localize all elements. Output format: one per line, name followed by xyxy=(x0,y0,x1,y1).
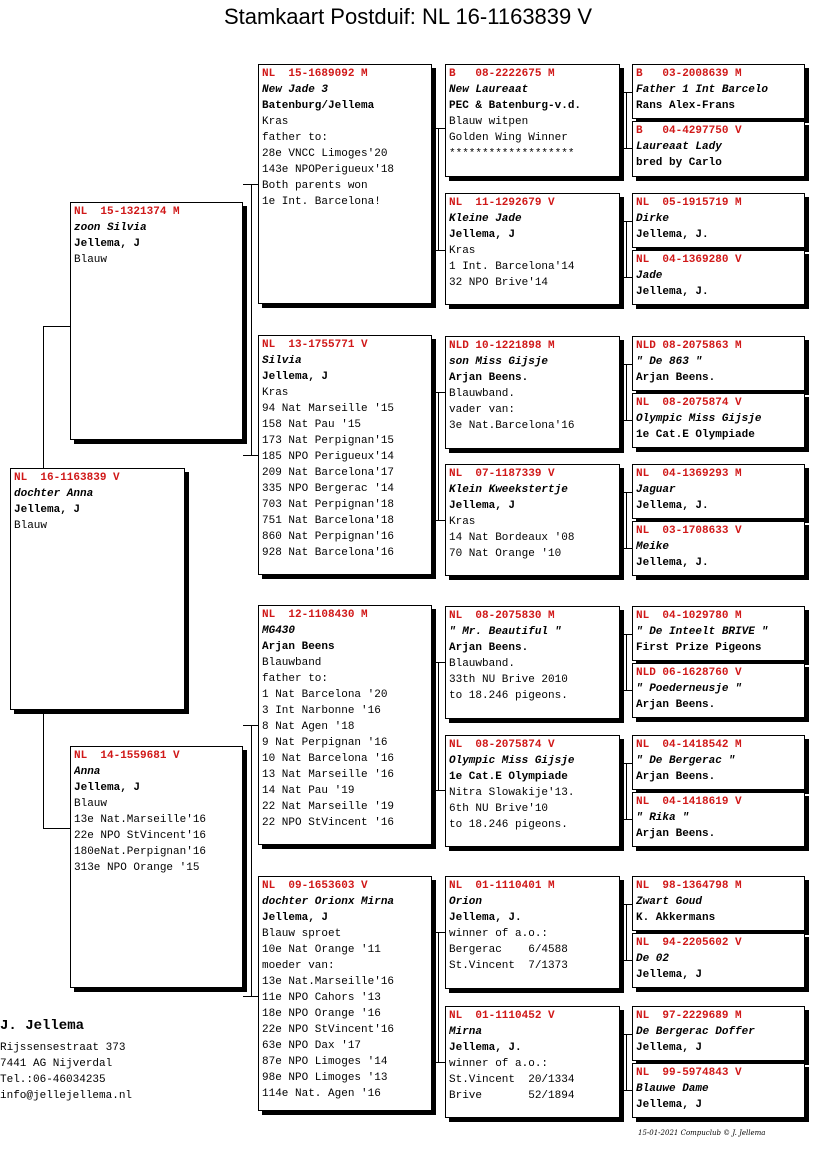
pigeon-card xyxy=(632,250,805,305)
pigeon-owner: 1e Cat.E Olympiade xyxy=(636,429,755,441)
pigeon-detail: 13e Nat.Marseille'16 xyxy=(262,976,395,988)
connector-line xyxy=(251,184,252,455)
connector-line xyxy=(251,725,252,996)
pigeon-detail: Blauw xyxy=(14,520,48,532)
ring-number: NL 05-1915719 M xyxy=(636,197,742,209)
pigeon-owner: Jellema, J xyxy=(262,912,329,924)
ring-number: NL 03-1708633 V xyxy=(636,525,742,537)
ring-number: NL 07-1187339 V xyxy=(449,468,555,480)
pigeon-name: " Mr. Beautiful " xyxy=(449,626,562,638)
ring-number: NL 04-1418542 M xyxy=(636,739,742,751)
pigeon-detail: 8 Nat Agen '18 xyxy=(262,721,355,733)
pigeon-detail: to 18.246 pigeons. xyxy=(449,819,568,831)
connector-line xyxy=(620,548,632,549)
pigeon-owner: 1e Cat.E Olympiade xyxy=(449,771,568,783)
pigeon-detail: 928 Nat Barcelona'16 xyxy=(262,547,395,559)
ring-number: NL 13-1755771 V xyxy=(262,339,368,351)
pigeon-detail: 1 Nat Barcelona '20 xyxy=(262,689,388,701)
pigeon-card xyxy=(445,606,620,719)
ring-number: B 03-2008639 M xyxy=(636,68,742,80)
pigeon-owner: Arjan Beens xyxy=(262,641,335,653)
page-title: Stamkaart Postduif: NL 16-1163839 V xyxy=(223,4,593,29)
pigeon-owner: Jellema, J xyxy=(262,371,329,383)
ring-number: NL 01-1110452 V xyxy=(449,1010,555,1022)
connector-line xyxy=(620,690,632,691)
pigeon-card xyxy=(70,746,243,988)
pigeon-card xyxy=(445,64,620,177)
ring-number: NLD 10-1221898 M xyxy=(449,340,555,352)
pigeon-detail: Blauwband. xyxy=(449,658,516,670)
pigeon-detail: 209 Nat Barcelona'17 xyxy=(262,467,395,479)
pigeon-name: Olympic Miss Gijsje xyxy=(636,413,762,425)
pigeon-detail: 94 Nat Marseille '15 xyxy=(262,403,395,415)
pigeon-detail: Blauw xyxy=(74,254,108,266)
ring-number: NL 12-1108430 M xyxy=(262,609,368,621)
connector-line xyxy=(620,148,632,149)
pigeon-name: " Poederneusje " xyxy=(636,683,742,695)
pigeon-owner: Rans Alex-Frans xyxy=(636,100,736,112)
pigeon-detail: 22 NPO StVincent '16 xyxy=(262,817,395,829)
pigeon-detail: 860 Nat Perpignan'16 xyxy=(262,531,395,543)
connector-line xyxy=(432,1062,445,1063)
pigeon-detail: father to: xyxy=(262,132,329,144)
connector-line xyxy=(43,710,44,828)
pigeon-owner: Arjan Beens. xyxy=(636,828,716,840)
connector-line xyxy=(43,326,70,327)
pigeon-name: Kleine Jade xyxy=(449,213,522,225)
pigeon-owner: Jellema, J xyxy=(449,500,516,512)
pigeon-card xyxy=(632,336,805,391)
pigeon-detail: Kras xyxy=(262,116,289,128)
ring-number: B 08-2222675 M xyxy=(449,68,555,80)
pigeon-detail: ******************* xyxy=(449,148,575,160)
ring-number: NL 15-1689092 M xyxy=(262,68,368,80)
pigeon-detail: 70 Nat Orange '10 xyxy=(449,548,562,560)
pigeon-detail: 22 Nat Marseille '19 xyxy=(262,801,395,813)
pigeon-detail: 180eNat.Perpignan'16 xyxy=(74,846,207,858)
connector-line xyxy=(432,520,445,521)
pigeon-detail: 9 Nat Perpignan '16 xyxy=(262,737,388,749)
pigeon-owner: Jellema, J. xyxy=(636,286,709,298)
pigeon-card xyxy=(10,468,185,710)
breeder-name: J. Jellema xyxy=(0,1018,85,1034)
pigeon-detail: Golden Wing Winner xyxy=(449,132,568,144)
pigeon-name: De Bergerac Doffer xyxy=(636,1026,755,1038)
connector-line xyxy=(626,763,627,819)
pigeon-owner: Arjan Beens. xyxy=(449,372,529,384)
pigeon-detail: Blauwband. xyxy=(449,388,516,400)
pigeon-detail: 703 Nat Perpignan'18 xyxy=(262,499,395,511)
pigeon-detail: 13 Nat Marseille '16 xyxy=(262,769,395,781)
pigeon-name: Laureaat Lady xyxy=(636,141,722,153)
pigeon-card xyxy=(445,735,620,847)
pigeon-card xyxy=(632,735,805,790)
pigeon-owner: Jellema, J xyxy=(636,969,703,981)
pigeon-card xyxy=(632,933,805,988)
pigeon-owner: Jellema, J. xyxy=(636,557,709,569)
pigeon-detail: 143e NPOPerigueux'18 xyxy=(262,164,395,176)
pigeon-name: Father 1 Int Barcelo xyxy=(636,84,769,96)
pigeon-detail: 335 NPO Bergerac '14 xyxy=(262,483,395,495)
pigeon-card xyxy=(632,663,805,718)
pigeon-card xyxy=(632,64,805,119)
connector-line xyxy=(432,250,445,251)
pigeon-detail: 33th NU Brive 2010 xyxy=(449,674,568,686)
pigeon-card xyxy=(632,792,805,847)
connector-line xyxy=(243,455,258,456)
pigeon-detail: 10e Nat Orange '11 xyxy=(262,944,381,956)
pigeon-name: " De Inteelt BRIVE " xyxy=(636,626,769,638)
breeder-city: 7441 AG Nijverdal xyxy=(0,1058,113,1070)
pigeon-detail: St.Vincent 20/1334 xyxy=(449,1074,575,1086)
ring-number: NL 04-1369293 M xyxy=(636,468,742,480)
pigeon-card xyxy=(258,876,432,1111)
connector-line xyxy=(626,904,627,960)
ring-number: NL 08-2075874 V xyxy=(449,739,555,751)
pigeon-name: Meike xyxy=(636,541,670,553)
pigeon-detail: 3 Int Narbonne '16 xyxy=(262,705,381,717)
pigeon-name: " De Bergerac " xyxy=(636,755,736,767)
pigeon-name: Jade xyxy=(636,270,663,282)
pigeon-detail: 1 Int. Barcelona'14 xyxy=(449,261,575,273)
ring-number: NL 04-1029780 M xyxy=(636,610,742,622)
breeder-address: Rijssensestraat 373 xyxy=(0,1042,126,1054)
breeder-info xyxy=(0,1018,132,1104)
pigeon-detail: St.Vincent 7/1373 xyxy=(449,960,568,972)
pigeon-detail: Kras xyxy=(449,245,476,257)
pigeon-name: New Laureaat xyxy=(449,84,529,96)
ring-number: NLD 06-1628760 V xyxy=(636,667,742,679)
pigeon-card xyxy=(632,876,805,931)
pigeon-detail: 6th NU Brive'10 xyxy=(449,803,549,815)
pigeon-detail: 14 Nat Pau '19 xyxy=(262,785,355,797)
pigeon-owner: Jellema, J. xyxy=(449,912,522,924)
connector-line xyxy=(438,932,439,1062)
ring-number: NLD 08-2075863 M xyxy=(636,340,742,352)
pigeon-owner: Arjan Beens. xyxy=(449,642,529,654)
pigeon-detail: winner of a.o.: xyxy=(449,1058,549,1070)
connector-line xyxy=(620,960,632,961)
connector-line xyxy=(620,420,632,421)
pigeon-name: dochter Orionx Mirna xyxy=(262,896,395,908)
pigeon-name: " Rika " xyxy=(636,812,689,824)
ring-number: NL 08-2075874 V xyxy=(636,397,742,409)
pigeon-detail: 158 Nat Pau '15 xyxy=(262,419,362,431)
pigeon-name: " De 863 " xyxy=(636,356,703,368)
connector-line xyxy=(620,1090,632,1091)
pigeon-detail: 173 Nat Perpignan'15 xyxy=(262,435,395,447)
pigeon-detail: father to: xyxy=(262,673,329,685)
connector-line xyxy=(626,364,627,420)
pigeon-name: son Miss Gijsje xyxy=(449,356,549,368)
pigeon-detail: 98e NPO Limoges '13 xyxy=(262,1072,388,1084)
pigeon-detail: Kras xyxy=(449,516,476,528)
connector-line xyxy=(620,819,632,820)
connector-line xyxy=(43,828,70,829)
pigeon-owner: PEC & Batenburg-v.d. xyxy=(449,100,582,112)
pigeon-card xyxy=(258,64,432,304)
pigeon-detail: 14 Nat Bordeaux '08 xyxy=(449,532,575,544)
ring-number: NL 11-1292679 V xyxy=(449,197,555,209)
ring-number: NL 97-2229689 M xyxy=(636,1010,742,1022)
pigeon-card xyxy=(445,193,620,305)
pigeon-card xyxy=(632,464,805,519)
ring-number: NL 01-1110401 M xyxy=(449,880,555,892)
ring-number: NL 98-1364798 M xyxy=(636,880,742,892)
pigeon-card xyxy=(70,202,243,440)
pigeon-detail: Kras xyxy=(262,387,289,399)
pigeon-name: MG430 xyxy=(262,625,296,637)
ring-number: NL 04-1369280 V xyxy=(636,254,742,266)
pigeon-detail: to 18.246 pigeons. xyxy=(449,690,568,702)
pigeon-detail: Blauwband xyxy=(262,657,322,669)
ring-number: NL 94-2205602 V xyxy=(636,937,742,949)
pigeon-detail: Both parents won xyxy=(262,180,368,192)
pigeon-name: zoon Silvia xyxy=(74,222,147,234)
connector-line xyxy=(626,492,627,548)
pigeon-name: Zwart Goud xyxy=(636,896,703,908)
pigeon-name: Mirna xyxy=(449,1026,483,1038)
pigeon-owner: Jellema, J xyxy=(14,504,81,516)
ring-number: B 04-4297750 V xyxy=(636,125,742,137)
pigeon-detail: 185 NPO Perigueux'14 xyxy=(262,451,395,463)
pigeon-owner: bred by Carlo xyxy=(636,157,722,169)
connector-line xyxy=(243,996,258,997)
pigeon-detail: 32 NPO Brive'14 xyxy=(449,277,549,289)
pigeon-detail: 10 Nat Barcelona '16 xyxy=(262,753,395,765)
pigeon-name: Olympic Miss Gijsje xyxy=(449,755,575,767)
pigeon-card xyxy=(445,336,620,449)
connector-line xyxy=(432,790,445,791)
pigeon-card xyxy=(445,464,620,576)
pigeon-owner: Arjan Beens. xyxy=(636,372,716,384)
pigeon-name: Orion xyxy=(449,896,483,908)
pigeon-detail: 18e NPO Orange '16 xyxy=(262,1008,381,1020)
pigeon-owner: Jellema, J xyxy=(449,229,516,241)
pigeon-detail: Blauw sproet xyxy=(262,928,342,940)
pigeon-card xyxy=(445,876,620,989)
pigeon-detail: 28e VNCC Limoges'20 xyxy=(262,148,388,160)
pigeon-detail: 313e NPO Orange '15 xyxy=(74,862,200,874)
pigeon-detail: moeder van: xyxy=(262,960,335,972)
pigeon-owner: Jellema, J. xyxy=(449,1042,522,1054)
pigeon-owner: Jellema, J xyxy=(74,238,141,250)
footer-credit: 15-01-2021 Compuclub © J. Jellema xyxy=(638,1129,766,1137)
pigeon-detail: 3e Nat.Barcelona'16 xyxy=(449,420,575,432)
pigeon-owner: Jellema, J. xyxy=(636,500,709,512)
pigeon-detail: 114e Nat. Agen '16 xyxy=(262,1088,381,1100)
pigeon-name: Anna xyxy=(74,766,101,778)
pigeon-detail: 63e NPO Dax '17 xyxy=(262,1040,362,1052)
pigeon-owner: First Prize Pigeons xyxy=(636,642,762,654)
ring-number: NL 08-2075830 M xyxy=(449,610,555,622)
pigeon-name: Silvia xyxy=(262,355,302,367)
pigeon-card xyxy=(632,1063,805,1118)
pigeon-owner: Arjan Beens. xyxy=(636,771,716,783)
pigeon-detail: 22e NPO StVincent'16 xyxy=(262,1024,395,1036)
pigeon-name: New Jade 3 xyxy=(262,84,329,96)
breeder-phone: Tel.:06-46034235 xyxy=(0,1074,106,1086)
pigeon-owner: Batenburg/Jellema xyxy=(262,100,375,112)
connector-line xyxy=(438,662,439,790)
connector-line xyxy=(626,92,627,148)
pigeon-owner: Arjan Beens. xyxy=(636,699,716,711)
pigeon-detail: Brive 52/1894 xyxy=(449,1090,575,1102)
pigeon-detail: 1e Int. Barcelona! xyxy=(262,196,381,208)
connector-line xyxy=(626,221,627,277)
pigeon-card xyxy=(632,521,805,576)
pigeon-owner: Jellema, J. xyxy=(636,229,709,241)
pigeon-detail: winner of a.o.: xyxy=(449,928,549,940)
ring-number: NL 09-1653603 V xyxy=(262,880,368,892)
pigeon-name: Blauwe Dame xyxy=(636,1083,709,1095)
connector-line xyxy=(438,392,439,520)
connector-line xyxy=(626,634,627,690)
pigeon-card xyxy=(632,606,805,661)
pigeon-name: Dirke xyxy=(636,213,670,225)
connector-line xyxy=(43,326,44,468)
pigeon-detail: 751 Nat Barcelona'18 xyxy=(262,515,395,527)
pigeon-owner: Jellema, J xyxy=(636,1099,703,1111)
ring-number: NL 15-1321374 M xyxy=(74,206,180,218)
pigeon-name: Jaguar xyxy=(636,484,676,496)
pigeon-detail: Blauw xyxy=(74,798,108,810)
pigeon-card xyxy=(632,193,805,248)
connector-line xyxy=(438,128,439,250)
pigeon-card xyxy=(632,121,805,177)
pigeon-card xyxy=(445,1006,620,1118)
pigeon-detail: 11e NPO Cahors '13 xyxy=(262,992,381,1004)
pigeon-owner: Jellema, J xyxy=(74,782,141,794)
pigeon-name: De 02 xyxy=(636,953,670,965)
pigeon-card xyxy=(258,605,432,845)
pigeon-name: Klein Kweekstertje xyxy=(449,484,568,496)
pigeon-detail: vader van: xyxy=(449,404,516,416)
pigeon-card xyxy=(632,1006,805,1061)
pigeon-detail: 87e NPO Limoges '14 xyxy=(262,1056,388,1068)
connector-line xyxy=(626,1034,627,1090)
pigeon-detail: 22e NPO StVincent'16 xyxy=(74,830,207,842)
ring-number: NL 16-1163839 V xyxy=(14,472,120,484)
pigeon-card xyxy=(632,393,805,448)
ring-number: NL 14-1559681 V xyxy=(74,750,180,762)
pigeon-detail: 13e Nat.Marseille'16 xyxy=(74,814,207,826)
pigeon-detail: Bergerac 6/4588 xyxy=(449,944,568,956)
breeder-email: info@jellejellema.nl xyxy=(0,1090,133,1102)
ring-number: NL 04-1418619 V xyxy=(636,796,742,808)
pigeon-detail: Blauw witpen xyxy=(449,116,529,128)
pigeon-card xyxy=(258,335,432,575)
pigeon-owner: K. Akkermans xyxy=(636,912,716,924)
ring-number: NL 99-5974843 V xyxy=(636,1067,742,1079)
pigeon-detail: Nitra Slowakije'13. xyxy=(449,787,575,799)
pigeon-name: dochter Anna xyxy=(14,488,94,500)
pigeon-owner: Jellema, J xyxy=(636,1042,703,1054)
connector-line xyxy=(620,277,632,278)
